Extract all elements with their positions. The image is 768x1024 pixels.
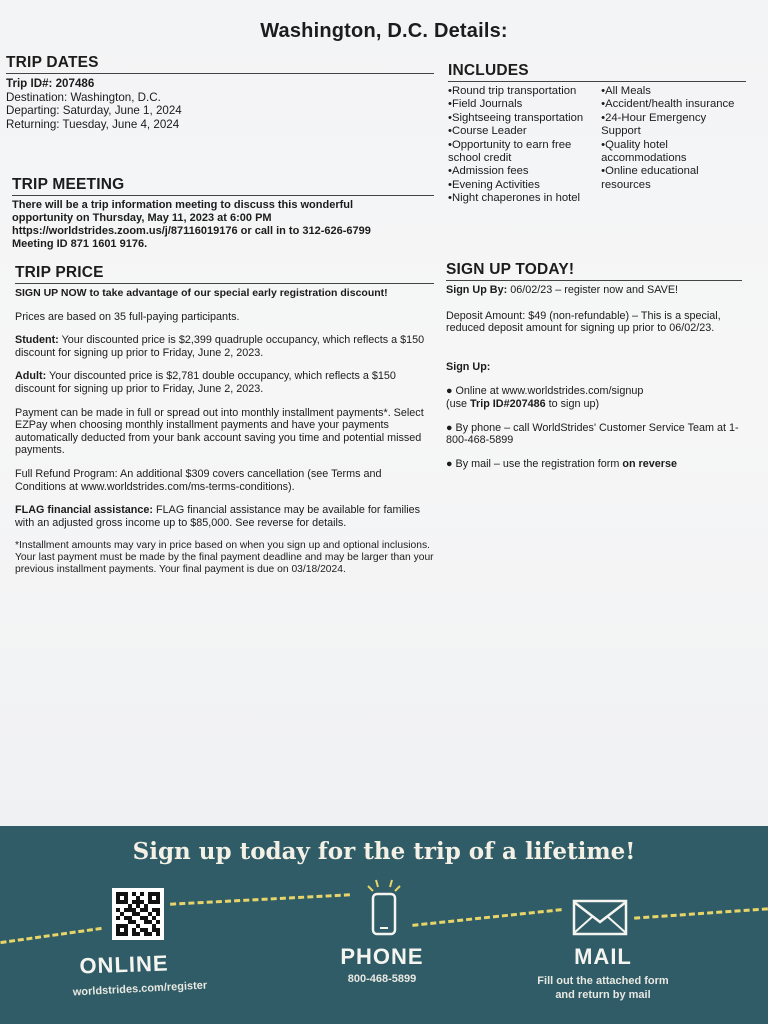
dashed-path: [0, 927, 101, 944]
signup-by: [446, 284, 742, 297]
destination: Destination: Washington, D.C.: [6, 90, 161, 104]
list-item: •Opportunity to earn free school credit: [448, 138, 572, 165]
list-item: •Course Leader: [448, 125, 527, 138]
signup-online: [446, 385, 742, 410]
signup-by-label: Sign Up By:: [446, 284, 508, 296]
meeting-zoom-link[interactable]: https://worldstrides.zoom.us/j/87116019176 or call in to 312-626-6799: [12, 225, 371, 237]
includes-column-2: [601, 85, 746, 206]
signup-section: [446, 261, 742, 481]
phone-label: PHONE: [340, 944, 424, 969]
list-item: •24-Hour Emergency Support: [601, 111, 707, 138]
signup-mail-bold: on reverse: [622, 457, 677, 470]
banner-headline: Sign up today for the trip of a lifetime!: [132, 838, 636, 865]
page-title: Washington, D.C. Details:: [260, 20, 508, 42]
trip-price-section: [15, 264, 434, 587]
list-item: •Sightseeing transportation: [448, 111, 584, 124]
student-text: Your discounted price is $2,399 quadruple occupancy, which reflects a $150 discount for signing up prior to Friday, June 2, 2023.: [15, 334, 425, 359]
flag-assistance: [15, 504, 434, 529]
deposit-amount: Deposit Amount: $49 (non-refundable) – This is a special, reduced deposit amount for signing up prior to 06/02/23.: [446, 309, 721, 335]
phone-icon: [360, 876, 408, 940]
signup-online-trip-id: [446, 398, 742, 411]
dashed-path: [170, 893, 350, 905]
signup-online-pre: (use: [446, 397, 471, 410]
signup-mail: [446, 458, 742, 471]
mail-icon: [572, 898, 628, 938]
list-item: •Evening Activities: [448, 178, 540, 191]
online-url[interactable]: worldstrides.com/register: [72, 979, 208, 999]
dashed-path: [412, 908, 561, 927]
departing-date: Departing: Saturday, June 1, 2024: [6, 104, 182, 118]
signup-heading: SIGN UP TODAY!: [446, 261, 742, 281]
installment-note: *Installment amounts may vary in price based on when you sign up and optional inclusions. Your last payment must be made by the final payment deadline and may be larger than your previous installment payments. Your final payment is due on 03/18/2024.: [15, 540, 434, 576]
signup-online-url[interactable]: ● Online at www.worldstrides.com/signup: [446, 385, 644, 398]
trip-meeting-section: [12, 176, 434, 251]
list-item: •Accident/health insurance: [601, 98, 735, 111]
dashed-path: [634, 907, 768, 919]
student-price: [15, 334, 434, 359]
mail-instructions-line-2: and return by mail: [555, 989, 651, 1001]
online-label: ONLINE: [79, 950, 169, 979]
adult-price: [15, 370, 434, 395]
list-item: •Field Journals: [448, 98, 523, 111]
participants-note: Prices are based on 35 full-paying participants.: [15, 310, 240, 323]
signup-phone: ● By phone – call WorldStrides' Customer Service Team at 1-800-468-5899: [446, 421, 739, 447]
signup-now-note: SIGN UP NOW to take advantage of our special early registration discount!: [15, 287, 388, 299]
list-item: •Quality hotel accommodations: [601, 138, 687, 165]
includes-heading: INCLUDES: [448, 62, 746, 82]
flag-text: FLAG financial assistance may be available for families with an adjusted gross income up to $85,000. See reverse for details.: [15, 504, 421, 529]
mail-instructions: [523, 974, 683, 1002]
signup-mail-text: ● By mail – use the registration form: [446, 457, 623, 470]
returning-date: Returning: Tuesday, June 4, 2024: [6, 117, 180, 131]
signup-online-bold: Trip ID#: [470, 397, 510, 410]
phone-number: 800-468-5899: [347, 973, 417, 985]
signup-online-id: 207486: [509, 397, 546, 410]
flag-label: FLAG financial assistance:: [15, 504, 154, 517]
signup-banner: [0, 826, 768, 1024]
meeting-id: Meeting ID 871 1601 9176.: [12, 238, 148, 250]
includes-column-1: [448, 85, 585, 206]
trip-price-heading: TRIP PRICE: [15, 264, 434, 284]
qr-code-icon[interactable]: [112, 888, 164, 940]
list-item: •Admission fees: [448, 165, 529, 178]
list-item: •All Meals: [601, 85, 651, 97]
adult-text: Your discounted price is $2,781 double occupancy, which reflects a $150 discount for signing up prior to Friday, June 2, 2023.: [15, 370, 396, 395]
signup-methods-label: Sign Up:: [446, 360, 491, 373]
payment-info: Payment can be made in full or spread out into monthly installment payments*. Select EZPay when choosing monthly installment payments and have your payments automatically deducted from your bank account saving you time and potential missed payments.: [15, 406, 424, 457]
student-label: Student:: [15, 334, 59, 347]
trip-id: Trip ID#: 207486: [6, 77, 95, 90]
list-item: •Online educational resources: [601, 165, 699, 191]
includes-section: [448, 62, 746, 206]
adult-label: Adult:: [15, 370, 47, 383]
mail-label: MAIL: [574, 944, 632, 969]
signup-by-text: 06/02/23 – register now and SAVE!: [510, 284, 679, 296]
list-item: •Round trip transportation: [448, 85, 577, 97]
trip-dates-section: [6, 54, 434, 131]
meeting-line-1: There will be a trip information meeting to discuss this wonderful: [12, 199, 354, 211]
meeting-line-2: opportunity on Thursday, May 11, 2023 at 6:00 PM: [12, 212, 272, 224]
trip-dates-heading: TRIP DATES: [6, 54, 434, 74]
mail-instructions-line-1: Fill out the attached form: [537, 975, 669, 987]
signup-online-post: to sign up): [545, 397, 600, 410]
refund-program: Full Refund Program: An additional $309 covers cancellation (see Terms and Conditions at www.worldstrides.com/ms-terms-conditions).: [15, 467, 382, 493]
list-item: •Night chaperones in hotel: [448, 192, 581, 205]
trip-meeting-heading: TRIP MEETING: [12, 176, 434, 196]
